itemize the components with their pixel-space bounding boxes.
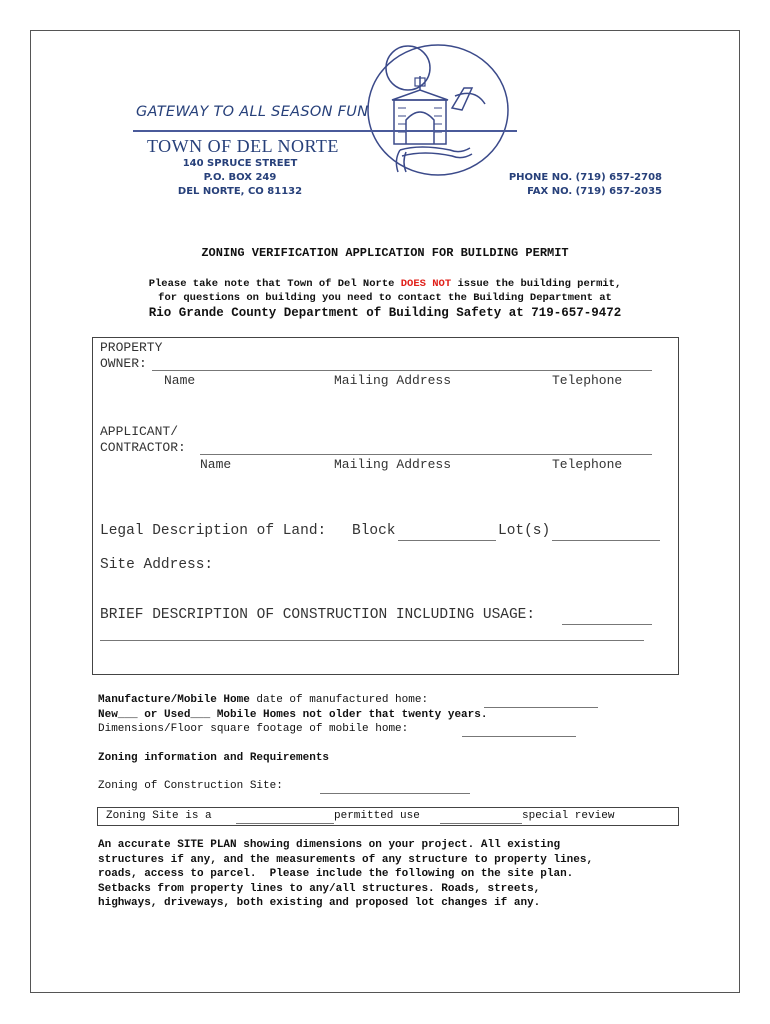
applicant-name-caption: Name (200, 457, 232, 472)
special-review-input[interactable] (440, 823, 522, 824)
owner-label-2: OWNER: (100, 356, 147, 371)
site-plan-instructions: An accurate SITE PLAN showing dimensions on your project. All existing structures if any, and the measurements of any structure to property lines, roads, access to parcel. Please include the following on the site plan. Setbacks from property lines to any/all structures. Roads, streets, highways, driveways, both existing and proposed lot changes if any. (98, 839, 594, 909)
site-address-label: Site Address: (100, 557, 214, 573)
zoning-construction-site-label: Zoning of Construction Site: (98, 780, 283, 792)
notice-line-2: for questions on building you need to contact the Building Department at (158, 292, 612, 304)
block-label: Block (352, 523, 396, 539)
zoning-heading: Zoning information and Requirements (98, 752, 330, 764)
form-title: ZONING VERIFICATION APPLICATION FOR BUILDING PERMIT (201, 246, 569, 260)
owner-label: PROPERTY (100, 340, 163, 355)
address-line: P.O. BOX 249 (203, 172, 277, 183)
lot-input[interactable] (552, 540, 660, 541)
applicant-label: APPLICANT/ (100, 424, 179, 439)
owner-input[interactable] (152, 370, 652, 371)
special-review-label: special review (522, 810, 615, 822)
zoning-site-is-a: Zoning Site is a (106, 810, 212, 822)
fax-number: FAX NO. (719) 657-2035 (527, 186, 662, 197)
applicant-phone-caption: Telephone (552, 457, 623, 472)
applicant-address-caption: Mailing Address (334, 457, 452, 472)
applicant-label-2: CONTRACTOR: (100, 440, 186, 455)
address-line: DEL NORTE, CO 81132 (177, 186, 303, 197)
owner-address-caption: Mailing Address (334, 373, 452, 388)
lot-label: Lot(s) (498, 523, 551, 539)
brief-description-input-line-2[interactable] (100, 640, 644, 641)
permitted-use-input[interactable] (236, 823, 334, 824)
owner-phone-caption: Telephone (552, 373, 623, 388)
dimensions-label: Dimensions/Floor square footage of mobile home: (98, 723, 409, 735)
applicant-input[interactable] (200, 454, 652, 455)
letterhead-rule (133, 130, 517, 132)
brief-description-label: BRIEF DESCRIPTION OF CONSTRUCTION INCLUDING USAGE: (100, 607, 536, 623)
notice-line-1: Please take note that Town of Del Norte DOES NOT issue the building permit, (148, 278, 622, 290)
mobile-home-heading: Manufacture/Mobile Home (98, 694, 250, 706)
dimensions-input[interactable] (462, 736, 576, 737)
owner-name-caption: Name (164, 373, 196, 388)
slogan: GATEWAY TO ALL SEASON FUN (136, 104, 369, 120)
zoning-construction-site-input[interactable] (320, 793, 470, 794)
new-used-line: New___ or Used___ Mobile Homes not older that twenty years. (98, 709, 488, 721)
notice-line-3: Rio Grande County Department of Building Safety at 719-657-9472 (148, 306, 622, 320)
brief-description-input[interactable] (562, 624, 652, 625)
mobile-home-line: Manufacture/Mobile Home date of manufactured home: (98, 694, 429, 706)
does-not-text: DOES NOT (400, 278, 452, 290)
town-name: TOWN OF DEL NORTE (147, 136, 339, 156)
town-logo (360, 38, 520, 178)
phone-number: PHONE NO. (719) 657-2708 (508, 172, 662, 183)
address-line: 140 SPRUCE STREET (182, 158, 298, 169)
legal-description-label: Legal Description of Land: (100, 523, 327, 539)
block-input[interactable] (398, 540, 496, 541)
manufacture-date-input[interactable] (484, 707, 598, 708)
permitted-use-label: permitted use (334, 810, 420, 822)
